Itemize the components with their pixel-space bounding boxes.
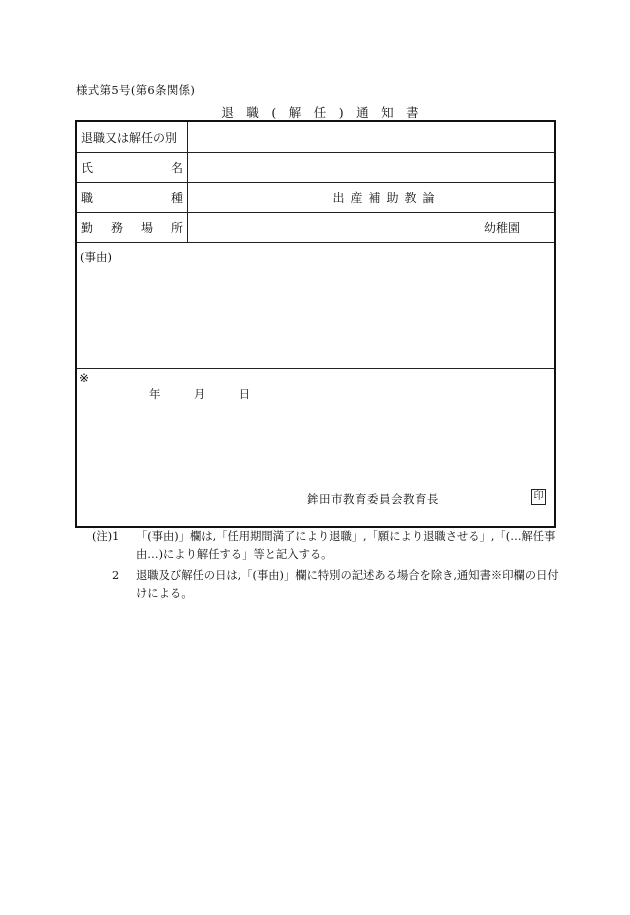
form-number: 様式第5号(第6条関係) (76, 83, 196, 97)
note-text: 「(事由)」欄は,「任用期間満了により退職」,「願により退職させる」,「(…解任事由…)により解任する」等と記入する。 (136, 530, 556, 561)
row-value (189, 122, 554, 152)
kome-mark: ※ (79, 371, 90, 385)
row-label (77, 122, 188, 152)
reason-block (77, 242, 554, 369)
row-name (77, 152, 554, 183)
date-line (149, 386, 250, 402)
notes (92, 528, 562, 603)
label-char: 場 (140, 220, 153, 235)
row-value (189, 152, 554, 182)
row-value: 幼稚園 (483, 220, 520, 235)
label-char: 務 (110, 220, 123, 235)
row-workplace (77, 212, 554, 243)
note-text: 退職及び解任の日は,「(事由)」欄に特別の記述ある場合を除き,通知書※印欄の日付けによる。 (136, 569, 559, 600)
date-day: 日 (238, 387, 251, 401)
row-retirement-type (77, 122, 554, 153)
note-1 (92, 528, 562, 564)
row-value: 出産補助教論 (332, 190, 441, 205)
label-char: 名 (170, 160, 183, 175)
row-label (77, 152, 188, 182)
label-char: 勤 (81, 220, 94, 235)
reason-label: (事由) (80, 250, 112, 264)
date-stamp-block (77, 369, 554, 526)
date-year: 年 (149, 387, 161, 401)
label-char: 氏 (81, 160, 94, 175)
note-prefix: (注)1 (92, 530, 120, 543)
row-label (77, 212, 188, 242)
label-char: 所 (170, 220, 183, 235)
document-title: 退 職 ( 解 任 ) 通 知 書 (221, 105, 419, 120)
form-frame (75, 120, 556, 528)
label-text: 退職又は解任の別 (81, 130, 178, 145)
issuer: 鉾田市教育委員会教育長 (307, 492, 439, 506)
seal-mark: 印 (531, 489, 546, 505)
date-month: 月 (193, 387, 206, 401)
note-number: 2 (112, 569, 120, 582)
label-char: 種 (170, 190, 183, 205)
note-2 (112, 567, 562, 603)
label-char: 職 (81, 190, 94, 205)
row-label (77, 182, 188, 212)
row-job-type (77, 182, 554, 213)
